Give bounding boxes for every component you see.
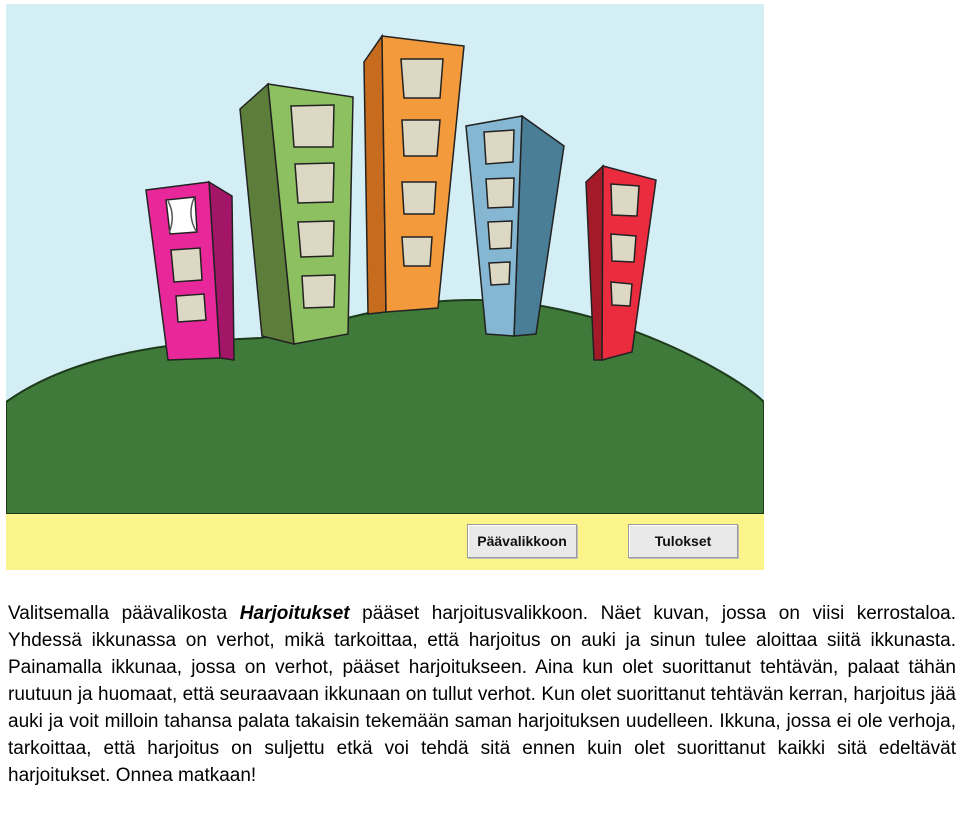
results-button[interactable]: Tulokset xyxy=(628,524,738,558)
window[interactable] xyxy=(302,275,335,308)
window[interactable] xyxy=(295,163,334,203)
apartment-buildings-scene xyxy=(6,4,764,514)
window[interactable] xyxy=(298,221,334,257)
main-menu-button[interactable]: Päävalikkoon xyxy=(467,524,577,558)
window-with-curtains[interactable] xyxy=(166,197,197,234)
navigation-bar xyxy=(6,514,764,570)
window[interactable] xyxy=(291,105,334,147)
window[interactable] xyxy=(402,120,440,156)
window[interactable] xyxy=(176,294,206,322)
instructions-emphasis: Harjoitukset xyxy=(239,603,350,624)
window[interactable] xyxy=(401,59,443,98)
window[interactable] xyxy=(171,248,202,282)
instructions-part1: Valitsemalla päävalikosta xyxy=(8,603,240,624)
window[interactable] xyxy=(489,262,510,285)
window[interactable] xyxy=(402,182,436,214)
window[interactable] xyxy=(486,178,514,208)
window[interactable] xyxy=(611,282,632,306)
window[interactable] xyxy=(488,221,512,249)
instructions-text xyxy=(8,600,956,789)
window[interactable] xyxy=(402,237,432,266)
window[interactable] xyxy=(484,130,514,164)
window[interactable] xyxy=(611,234,636,262)
instructions-part2: pääset harjoitusvalikkoon. Näet kuvan, jossa on viisi kerrostaloa. Yhdessä ikkunassa on verhot, mikä tarkoittaa, että harjoitus on auki ja sinun tulee aloittaa siitä ikkunasta. Painamalla ikkunaa, jossa on verhot, pääset harjoitukseen. Aina kun olet suorittanut tehtävän, palaat tähän ruutuun ja huomaat, että seuraavaan ikkunaan on tullut verhot. Kun olet suorittanut tehtävän kerran, harjoitus jää auki ja voit milloin tahansa palata takaisin tekemään saman harjoituksen uudelleen. Ikkuna, jossa ei ole verhoja, tarkoittaa, että harjoitus on suljettu etkä voi tehdä sitä ennen kuin olet suorittanut kaikki sitä edeltävät harjoitukset. Onnea matkaan! xyxy=(8,603,956,786)
window[interactable] xyxy=(611,184,639,216)
